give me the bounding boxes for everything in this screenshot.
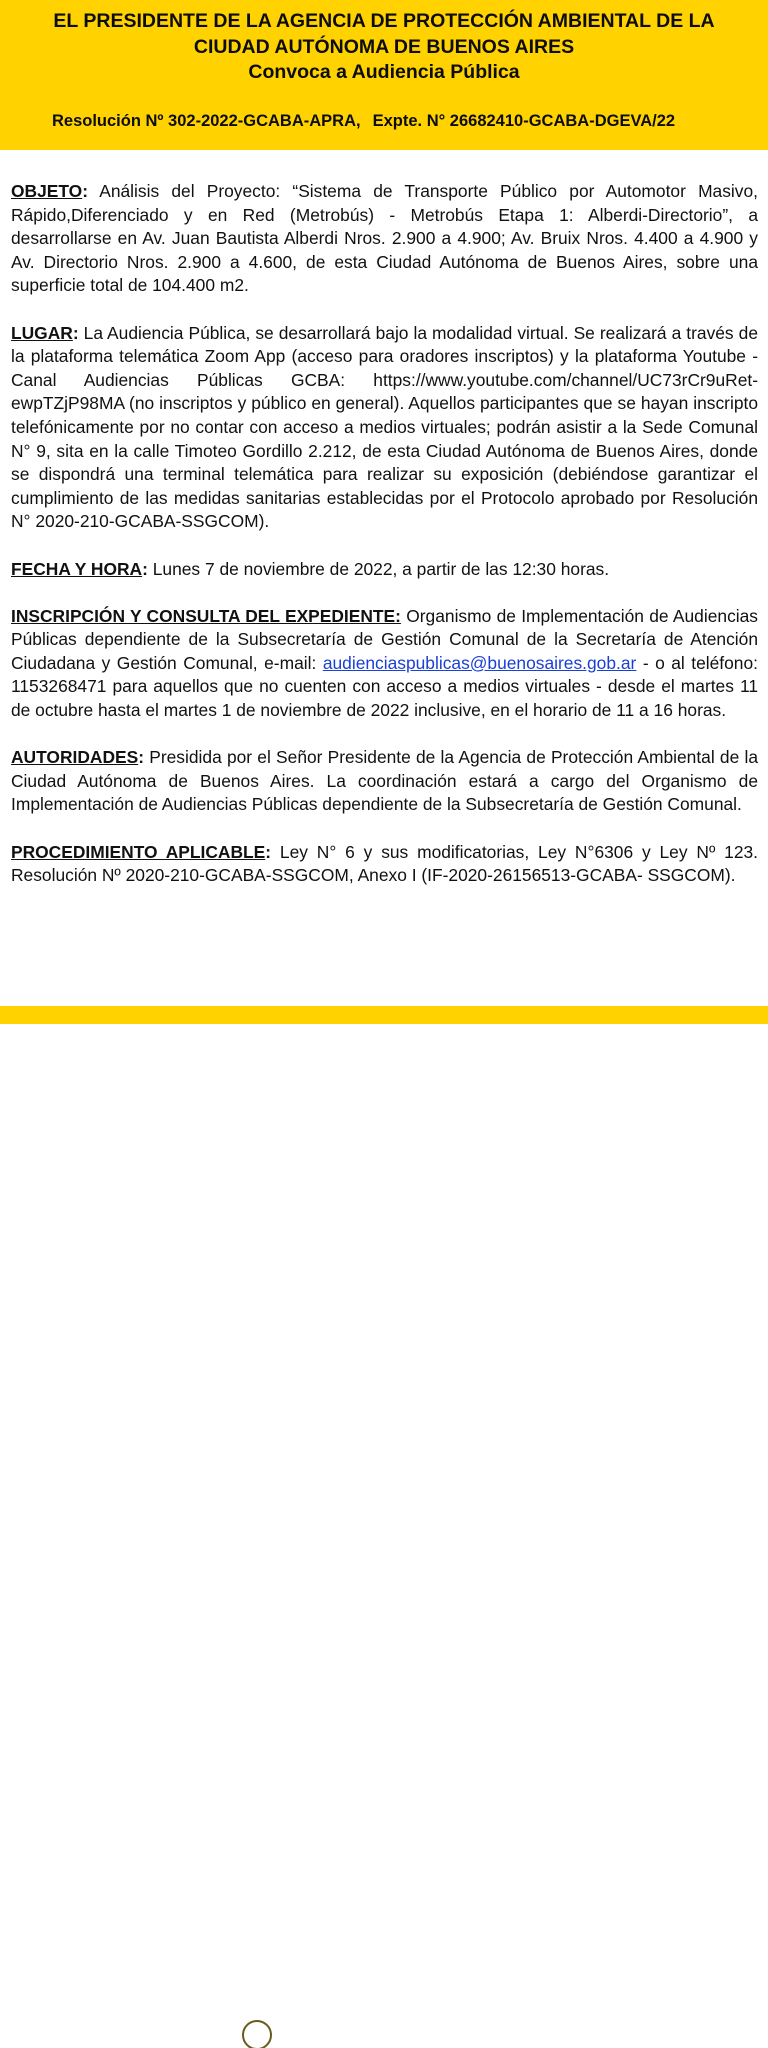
resolution-line bbox=[52, 110, 675, 132]
header-banner bbox=[0, 0, 768, 150]
email-link[interactable]: audienciaspublicas@buenosaires.gob.ar bbox=[322, 652, 637, 673]
title-line-1: EL PRESIDENTE DE LA AGENCIA DE PROTECCIÓN AMBIENTAL DE LA bbox=[53, 10, 715, 32]
footer-banner bbox=[0, 1006, 768, 1024]
fecha-label: FECHA Y HORA bbox=[11, 558, 143, 579]
objeto-text: Análisis del Proyecto: “Sistema de Transporte Público por Automotor Masivo, Rápido,Diferenciado y en Red (Metrobús) - Metrobús Etapa 1: Alberdi-Directorio”, a desarrollarse en Av. Juan Bautista Alberdi Nros. 2.900 a 4.900; Av. Bruix Nros. 4.400 a 4.900 y Av. Directorio Nros. 2.900 a 4.600, de esta Ciudad Autónoma de Buenos Aires, sobre una superficie total de 104.400 m2. bbox=[11, 181, 758, 296]
inscripcion-label: INSCRIPCIÓN Y CONSULTA DEL EXPEDIENTE: bbox=[11, 605, 401, 626]
title-line-2: CIUDAD AUTÓNOMA DE BUENOS AIRES bbox=[193, 36, 575, 58]
lugar-label: LUGAR bbox=[11, 322, 73, 343]
procedimiento-text: Ley N° 6 y sus modificatorias, Ley N°6306 y Ley Nº 123. Resolución Nº 2020-210-GCABA-SSGCOM, Anexo I (IF-2020-26156513-GCABA- SSGCOM). bbox=[11, 841, 758, 886]
autoridades-label: AUTORIDADES bbox=[11, 747, 139, 768]
seal-icon bbox=[242, 2020, 272, 2048]
section-fecha: FECHA Y HORA: Lunes 7 de noviembre de 2022, a partir de las 12:30 horas. bbox=[11, 558, 610, 579]
section-lugar: LUGAR: La Audiencia Pública, se desarrollará bajo la modalidad virtual. Se realizará a través de la plataforma telemática Zoom App (acceso para oradores inscriptos) y la plataforma Youtube - Canal Audiencias Públicas GCBA: https://www.youtube.com/channel/UC73rCr9uRet-ewpTZjP98MA (no inscriptos y público en general). Aquellos participantes que se hayan inscripto telefónicamente por no contar con acceso a medios virtuales; podrán asistir a la Sede Comunal N° 9, sita en la calle Timoteo Gordillo 2.212, de esta Ciudad Autónoma de Buenos Aires, donde se dispondrá una terminal telemática para realizar su exposición (debiéndose garantizar el cumplimiento de las medidas sanitarias establecidas por el Protocolo aprobado por Resolución N° 2020-210-GCABA-SSGCOM). bbox=[11, 322, 758, 532]
section-inscripcion bbox=[11, 605, 758, 723]
fecha-text: Lunes 7 de noviembre de 2022, a partir de las 12:30 horas. bbox=[152, 558, 610, 579]
objeto-label: OBJETO bbox=[11, 181, 83, 201]
notice-body bbox=[11, 180, 758, 911]
page-subtitle: Convoca a Audiencia Pública bbox=[248, 61, 520, 83]
section-autoridades: AUTORIDADES: Presidida por el Señor Presidente de la Agencia de Protección Ambiental de la Ciudad Autónoma de Buenos Aires. La coordinación estará a cargo del Organismo de Implementación de Audiencias Públicas dependiente de la Subsecretaría de Gestión Comunal. bbox=[11, 747, 758, 815]
section-procedimiento: PROCEDIMIENTO APLICABLE: Ley N° 6 y sus modificatorias, Ley N°6306 y Ley Nº 123. Resolución Nº 2020-210-GCABA-SSGCOM, Anexo I (IF-2020-26156513-GCABA- SSGCOM). bbox=[11, 841, 758, 886]
procedimiento-label: PROCEDIMIENTO APLICABLE bbox=[11, 841, 266, 862]
lugar-text: La Audiencia Pública, se desarrollará bajo la modalidad virtual. Se realizará a través de la plataforma telemática Zoom App (acceso para oradores inscriptos) y la plataforma Youtube - Canal Audiencias Públicas GCBA: https://www.youtube.com/channel/UC73rCr9uRet-ewpTZjP98MA (no inscriptos y público en general). Aquellos participantes que se hayan inscripto telefónicamente por no contar con acceso a medios virtuales; podrán asistir a la Sede Comunal N° 9, sita en la calle Timoteo Gordillo 2.212, de esta Ciudad Autónoma de Buenos Aires, donde se dispondrá una terminal telemática para realizar su exposición (debiéndose garantizar el cumplimiento de las medidas sanitarias establecidas por el Protocolo aprobado por Resolución N° 2020-210-GCABA-SSGCOM). bbox=[11, 322, 758, 532]
section-objeto: OBJETO: Análisis del Proyecto: “Sistema de Transporte Público por Automotor Masivo, Rápido,Diferenciado y en Red (Metrobús) - Metrobús Etapa 1: Alberdi-Directorio”, a desarrollarse en Av. Juan Bautista Alberdi Nros. 2.900 a 4.900; Av. Bruix Nros. 4.400 a 4.900 y Av. Directorio Nros. 2.900 a 4.600, de esta Ciudad Autónoma de Buenos Aires, sobre una superficie total de 104.400 m2. bbox=[11, 181, 758, 296]
page-title bbox=[0, 8, 768, 60]
autoridades-text: Presidida por el Señor Presidente de la Agencia de Protección Ambiental de la Ciudad Autónoma de Buenos Aires. La coordinación estará a cargo del Organismo de Implementación de Audiencias Públicas dependiente de la Subsecretaría de Gestión Comunal. bbox=[11, 747, 758, 815]
resolution-number: Resolución Nº 302-2022-GCABA-APRA, bbox=[52, 112, 361, 130]
inscripcion-text-after: - o al teléfono: 1153268471 para aquellos que no cuenten con acceso a medios virtuales - desde el martes 11 de octubre hasta el martes 1 de noviembre de 2022 inclusive, en el horario de 11 a 16 horas. bbox=[11, 652, 758, 721]
inscripcion-text: Organismo de Implementación de Audiencias Públicas dependiente de la Subsecretaría de Gestión Comunal de la Secretaría de Atención Ciudadana y Gestión Comunal, e-mail: bbox=[11, 605, 758, 673]
expediente-number: Expte. N° 26682410-GCABA-DGEVA/22 bbox=[372, 112, 676, 130]
